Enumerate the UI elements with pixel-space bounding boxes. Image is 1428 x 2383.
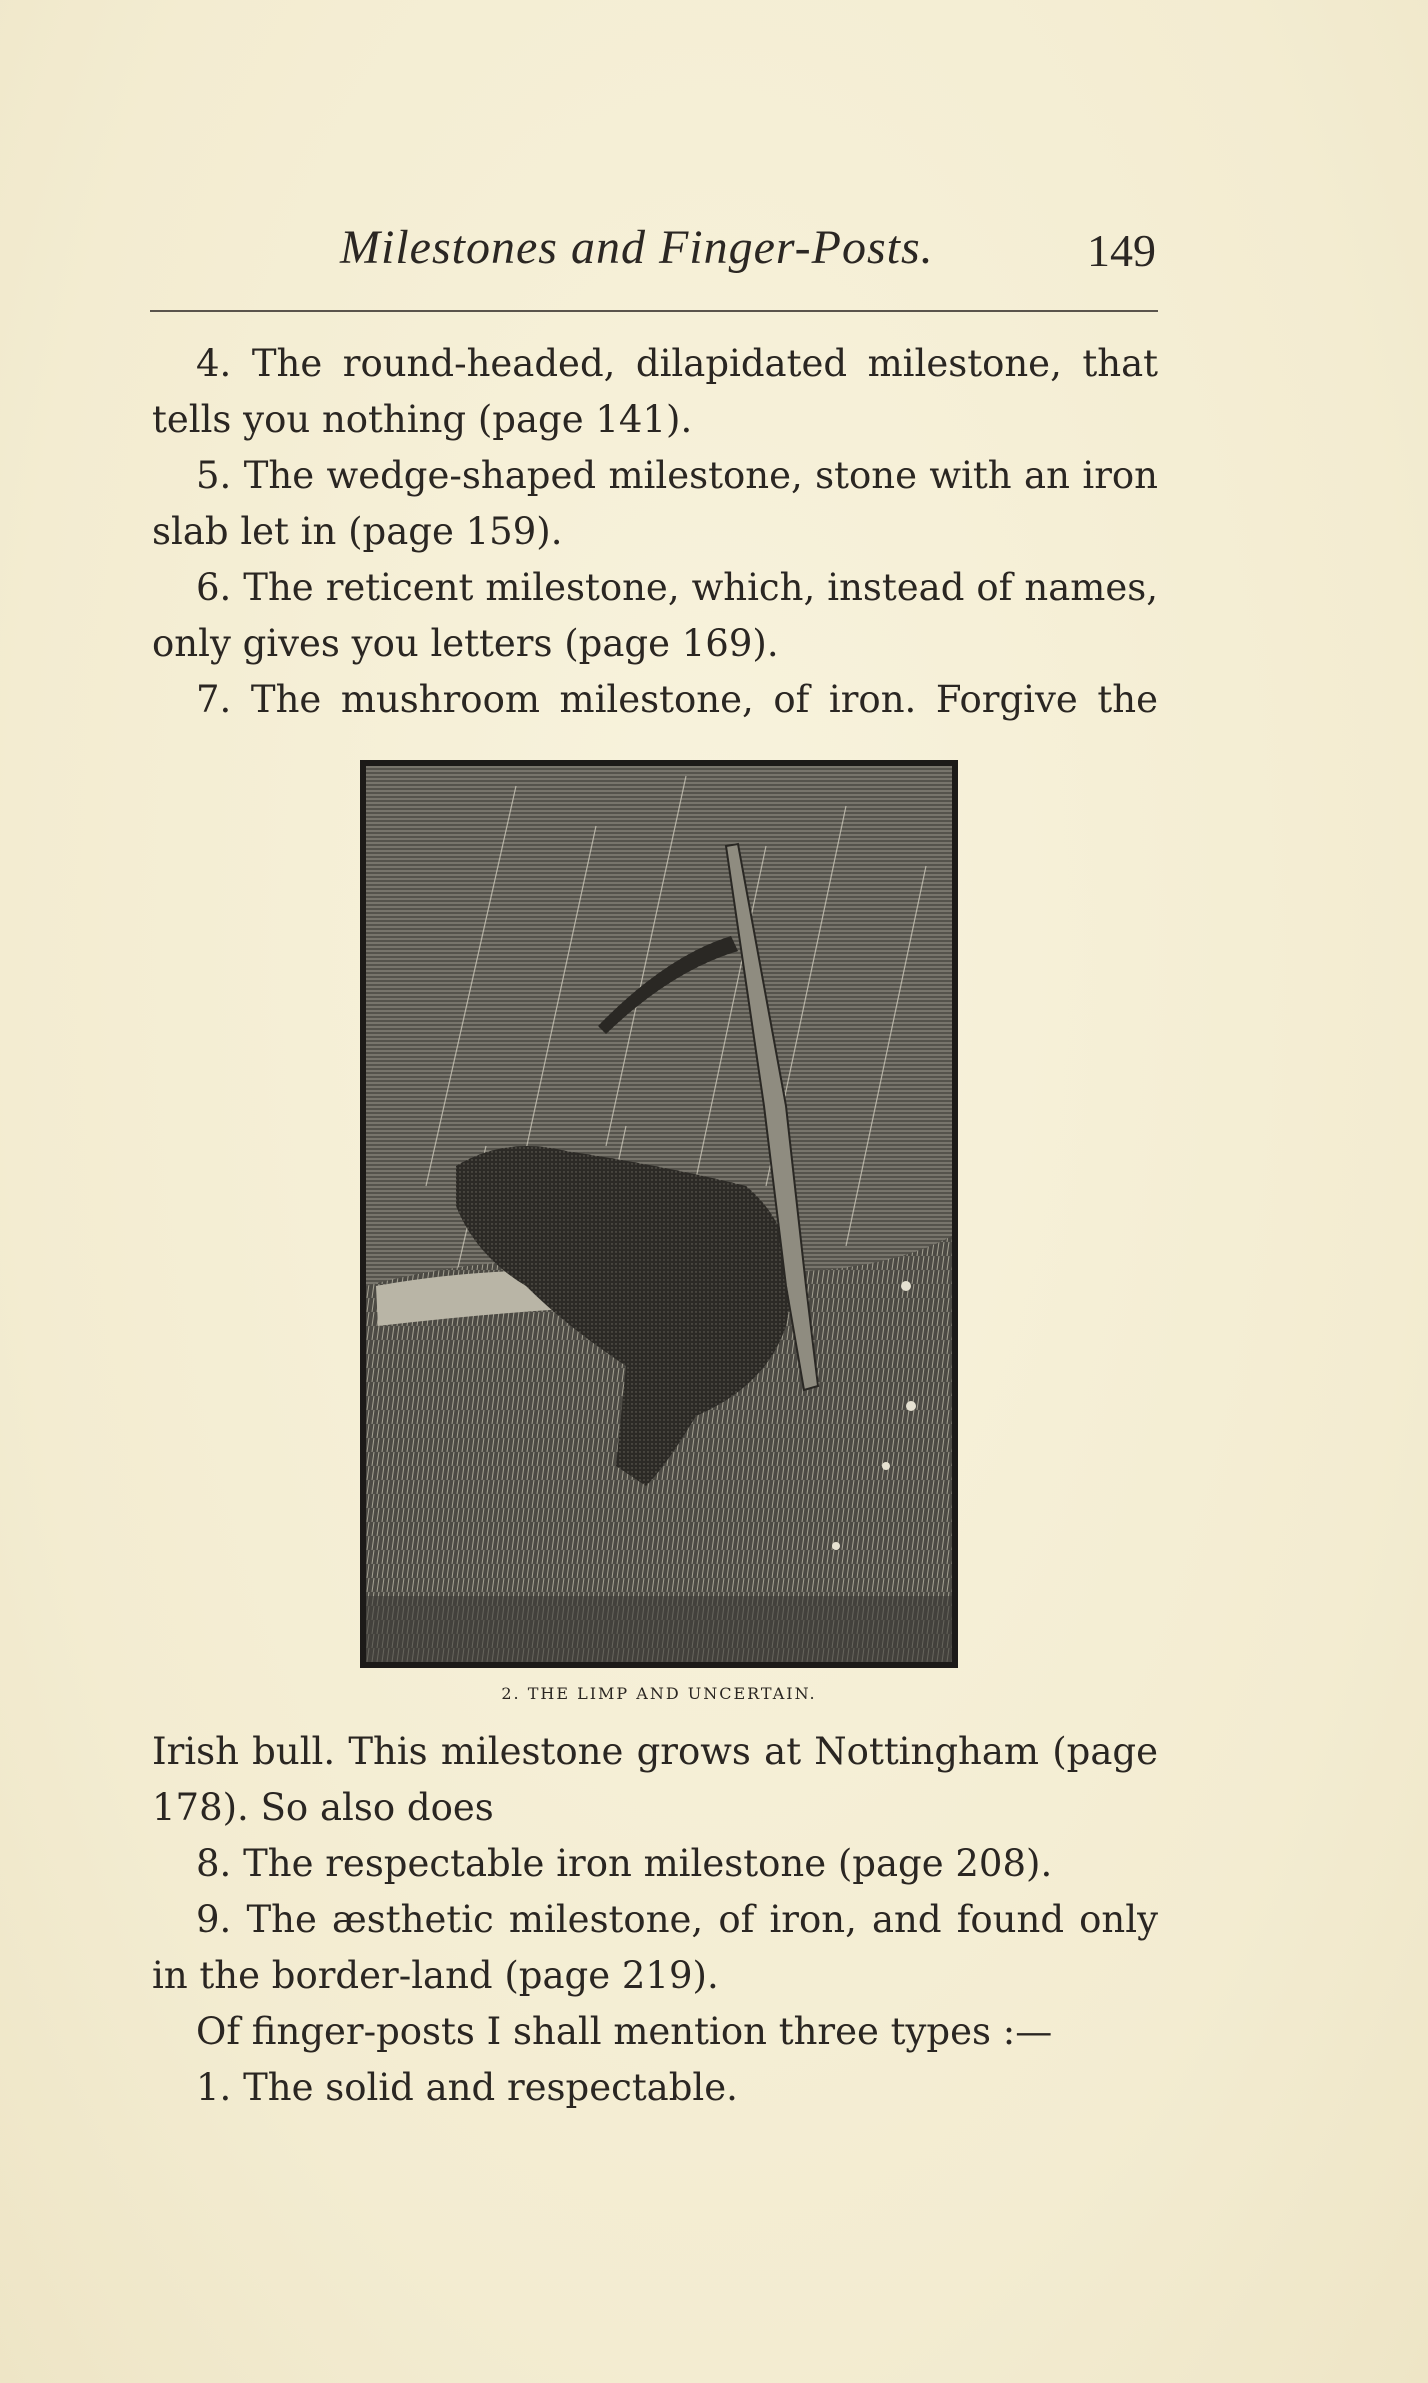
paragraph: 6. The reticent milestone, which, instead of names, only gives you letters (page 169). bbox=[152, 566, 1158, 665]
engraving-image bbox=[366, 766, 952, 1662]
header-rule bbox=[150, 310, 1158, 312]
paragraph: 8. The respectable iron milestone (page 208). bbox=[196, 1842, 1053, 1885]
running-head bbox=[150, 210, 1156, 290]
paragraph: 5. The wedge-shaped milestone, stone with an iron slab let in (page 159). bbox=[152, 454, 1158, 553]
paragraph: 7. The mushroom milestone, of iron. Forgive the bbox=[196, 678, 1158, 721]
body-text-top bbox=[152, 336, 1158, 728]
engraving-illustration bbox=[360, 760, 958, 1668]
paragraph: Of finger-posts I shall mention three types :— bbox=[196, 2010, 1053, 2053]
running-title: Milestones and Finger-Posts. bbox=[340, 221, 934, 274]
paragraph: 1. The solid and respectable. bbox=[196, 2066, 738, 2109]
paragraph: Irish bull. This milestone grows at Nottingham (page 178). So also does bbox=[152, 1730, 1158, 1829]
paragraph: 4. The round-headed, dilapidated milestone, that tells you nothing (page 141). bbox=[152, 342, 1158, 441]
page-number: 149 bbox=[1087, 225, 1156, 276]
figure-caption: 2. THE LIMP AND UNCERTAIN. bbox=[501, 1684, 817, 1703]
body-text-bottom bbox=[152, 1724, 1158, 2116]
paragraph: 9. The æsthetic milestone, of iron, and found only in the border-land (page 219). bbox=[152, 1898, 1158, 1997]
